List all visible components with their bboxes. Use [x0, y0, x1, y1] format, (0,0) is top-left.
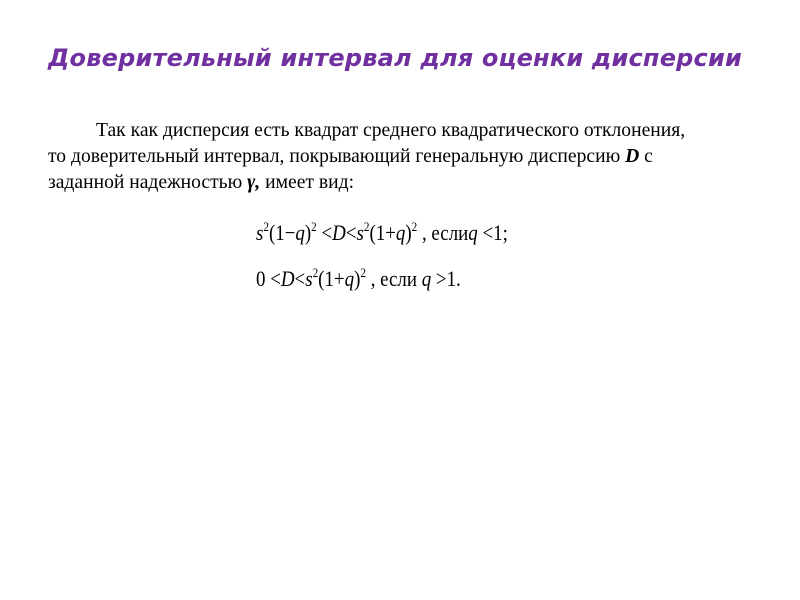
f2-zero-lt: 0 < — [256, 266, 281, 291]
paragraph-line-3-text: заданной надежностью — [48, 172, 248, 193]
f2-part-b: ) — [354, 266, 361, 291]
f1-q3: q — [468, 220, 478, 245]
f1-part-a: (1− — [268, 220, 296, 245]
f2-cond-post: >1. — [431, 266, 461, 291]
f2-part-a: (1+ — [318, 266, 345, 291]
f1-q1: q — [295, 220, 305, 245]
f1-exp-c: 2 — [363, 219, 370, 234]
f2-s: s — [305, 266, 313, 291]
paragraph-line-2-text: то доверительный интервал, покрывающий генеральную дисперсию — [48, 146, 626, 167]
paragraph-line-3-end: имеет вид: — [260, 172, 355, 193]
f2-d: D — [280, 266, 295, 291]
paragraph-line-1: Так как дисперсия есть квадрат среднего квадратического отклонения, — [96, 120, 686, 141]
paragraph-line-2-end: с — [639, 146, 653, 167]
f2-cond-pre: , если — [365, 266, 422, 291]
f1-part-c: (1+ — [369, 220, 396, 245]
f1-s: s — [256, 220, 264, 245]
slide-title: Доверительный интервал для оценки дисперсии — [47, 44, 743, 72]
symbol-d: D — [625, 146, 640, 167]
formula-block — [256, 214, 576, 294]
f1-q2: q — [395, 220, 406, 245]
f2-exp-a: 2 — [312, 265, 319, 280]
f1-cond-pre: , если — [417, 220, 469, 245]
f2-exp-b: 2 — [360, 265, 366, 280]
f1-lt2: < — [345, 220, 357, 245]
f1-lt1: < — [316, 220, 333, 245]
f1-cond-post: <1; — [477, 220, 508, 245]
f1-part-d: ) — [405, 220, 412, 245]
f1-exp-d: 2 — [411, 219, 418, 234]
body-paragraph — [48, 118, 778, 196]
f1-part-b: ) — [304, 220, 312, 245]
formula-case-q-less-than-1 — [256, 220, 508, 246]
f1-exp-b: 2 — [311, 219, 317, 234]
paragraph-line-3 — [48, 170, 778, 196]
f1-exp-a: 2 — [263, 219, 269, 234]
paragraph-line-2 — [48, 144, 778, 170]
f1-s2: s — [356, 220, 364, 245]
f2-q1: q — [344, 266, 355, 291]
symbol-gamma: γ, — [247, 172, 261, 193]
f2-q2: q — [421, 266, 432, 291]
formula-case-q-greater-than-1 — [256, 266, 461, 292]
f2-lt: < — [294, 266, 306, 291]
f1-d: D — [332, 220, 346, 245]
